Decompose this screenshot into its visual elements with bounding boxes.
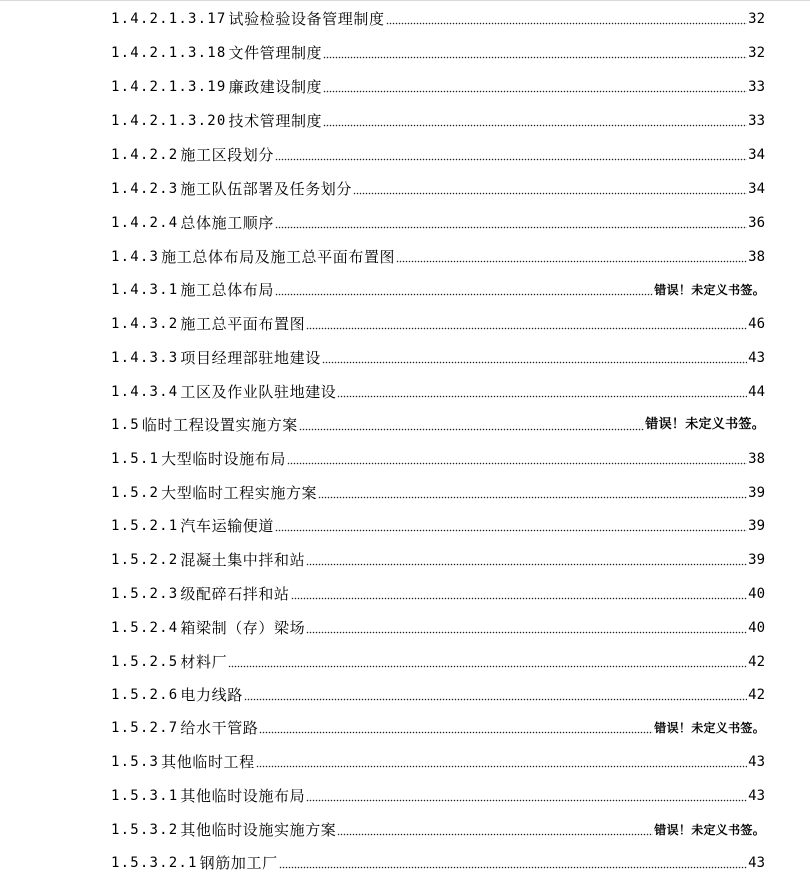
dot-leader bbox=[244, 697, 747, 701]
toc-entry-title: 施工区段划分 bbox=[180, 146, 275, 164]
toc-entry-page: 39 bbox=[748, 552, 765, 568]
bookmark-error-text: 错误！未定义书签。 bbox=[654, 283, 765, 297]
toc-entry-page: 43 bbox=[748, 754, 765, 770]
toc-entry-number: 1.5.2 bbox=[111, 485, 160, 501]
toc-entry-page: 43 bbox=[748, 350, 765, 366]
toc-entry-number: 1.5.3 bbox=[111, 754, 160, 770]
toc-entry[interactable] bbox=[111, 39, 765, 63]
dot-leader bbox=[318, 495, 747, 499]
toc-entry[interactable] bbox=[111, 748, 765, 772]
top-divider bbox=[0, 0, 810, 1]
toc-entry-title: 项目经理部驻地建设 bbox=[180, 349, 321, 367]
toc-entry-number: 1.4.2.1.3.20 bbox=[111, 113, 227, 129]
toc-entry-page: 44 bbox=[748, 384, 765, 400]
toc-entry-number: 1.5.2.4 bbox=[111, 620, 179, 636]
toc-entry-page: 32 bbox=[748, 11, 765, 27]
toc-entry-page: 34 bbox=[748, 147, 765, 163]
toc-entry-page: 42 bbox=[748, 687, 765, 703]
toc-entry-page: 32 bbox=[748, 45, 765, 61]
toc-entry[interactable] bbox=[111, 344, 765, 368]
toc-entry-title: 其他临时设施布局 bbox=[180, 787, 306, 805]
toc-entry[interactable] bbox=[111, 681, 765, 705]
dot-leader bbox=[322, 360, 747, 364]
dot-leader bbox=[323, 123, 747, 127]
toc-entry-title: 试验检验设备管理制度 bbox=[228, 10, 385, 28]
dot-leader bbox=[306, 326, 747, 330]
toc-entry-title: 技术管理制度 bbox=[228, 112, 323, 130]
toc-entry-number: 1.4.2.1.3.19 bbox=[111, 79, 227, 95]
toc-entry[interactable] bbox=[111, 209, 765, 233]
toc-entry-number: 1.4.3.2 bbox=[111, 316, 179, 332]
toc-entry-number: 1.5.3.2.1 bbox=[111, 855, 198, 871]
toc-entry-page: 40 bbox=[748, 586, 765, 602]
toc-entry-number: 1.4.2.1.3.18 bbox=[111, 45, 227, 61]
dot-leader bbox=[323, 89, 747, 93]
bookmark-error-text: 错误！未定义书签。 bbox=[654, 721, 765, 735]
toc-entry-title: 大型临时设施布局 bbox=[161, 450, 286, 468]
dot-leader bbox=[299, 427, 644, 431]
toc-entry-number: 1.4.3.4 bbox=[111, 384, 179, 400]
toc-entry-title: 箱梁制（存）梁场 bbox=[180, 619, 306, 637]
toc-entry[interactable] bbox=[111, 5, 765, 29]
toc-entry-number: 1.5.2.1 bbox=[111, 518, 179, 534]
dot-leader bbox=[256, 764, 747, 768]
toc-entry[interactable] bbox=[111, 849, 765, 873]
dot-leader bbox=[337, 394, 747, 398]
toc-entry-title: 工区及作业队驻地建设 bbox=[180, 383, 337, 401]
dot-leader bbox=[323, 55, 747, 59]
toc-entry-title: 材料厂 bbox=[180, 653, 228, 671]
toc-entry-title: 电力线路 bbox=[180, 686, 243, 704]
toc-entry-number: 1.5.2.5 bbox=[111, 654, 179, 670]
toc-entry-number: 1.4.2.2 bbox=[111, 147, 179, 163]
toc-entry[interactable] bbox=[111, 512, 765, 536]
toc-entry-number: 1.5 bbox=[111, 417, 140, 433]
toc-entry[interactable] bbox=[111, 614, 765, 638]
toc-entry-page: 40 bbox=[748, 620, 765, 636]
toc-entry-page: 39 bbox=[748, 485, 765, 501]
toc-entry-title: 大型临时工程实施方案 bbox=[161, 484, 318, 502]
toc-entry-title: 施工总体布局 bbox=[180, 281, 275, 299]
toc-entry-number: 1.5.1 bbox=[111, 451, 160, 467]
toc-entry-page: 33 bbox=[748, 79, 765, 95]
toc-entry[interactable] bbox=[111, 107, 765, 131]
toc-entry-number: 1.4.3 bbox=[111, 249, 160, 265]
toc-entry-page: 43 bbox=[748, 788, 765, 804]
toc-entry-page: 38 bbox=[748, 451, 765, 467]
dot-leader bbox=[291, 596, 748, 600]
toc-entry[interactable] bbox=[111, 580, 765, 604]
dot-leader bbox=[337, 832, 653, 836]
toc-entry-number: 1.4.3.1 bbox=[111, 282, 179, 298]
dot-leader bbox=[275, 157, 747, 161]
dot-leader bbox=[275, 528, 747, 532]
toc-entry-page: 33 bbox=[748, 113, 765, 129]
toc-entry[interactable] bbox=[111, 141, 765, 165]
toc-entry-page: 38 bbox=[748, 249, 765, 265]
toc-entry-page: 39 bbox=[748, 518, 765, 534]
toc-entry-title: 临时工程设置实施方案 bbox=[141, 416, 298, 434]
toc-entry-number: 1.5.3.1 bbox=[111, 788, 179, 804]
toc-entry[interactable] bbox=[111, 276, 765, 300]
bookmark-error-text: 错误！未定义书签。 bbox=[654, 823, 765, 837]
dot-leader bbox=[287, 461, 747, 465]
toc-entry[interactable] bbox=[111, 816, 765, 840]
toc-entry-page: 36 bbox=[748, 215, 765, 231]
toc-entry-page: 34 bbox=[748, 181, 765, 197]
dot-leader bbox=[275, 292, 653, 296]
toc-entry-title: 级配碎石拌和站 bbox=[180, 585, 290, 603]
toc-entry-title: 钢筋加工厂 bbox=[199, 854, 278, 872]
toc-entry-title: 总体施工顺序 bbox=[180, 214, 275, 232]
toc-entry[interactable] bbox=[111, 310, 765, 334]
toc-entry-number: 1.5.2.3 bbox=[111, 586, 179, 602]
toc-entry-number: 1.5.3.2 bbox=[111, 822, 179, 838]
toc-entry-number: 1.4.2.3 bbox=[111, 181, 179, 197]
toc-entry[interactable] bbox=[111, 243, 765, 267]
toc-entry[interactable] bbox=[111, 782, 765, 806]
toc-entry-title: 施工总平面布置图 bbox=[180, 315, 306, 333]
toc-entry-title: 混凝土集中拌和站 bbox=[180, 551, 306, 569]
dot-leader bbox=[279, 865, 747, 869]
toc-entry[interactable] bbox=[111, 479, 765, 503]
toc-entry-title: 给水干管路 bbox=[180, 719, 259, 737]
bookmark-error-text: 错误！未定义书签。 bbox=[645, 417, 765, 432]
toc-entry-title: 文件管理制度 bbox=[228, 44, 323, 62]
toc-entry-page: 43 bbox=[748, 855, 765, 871]
dot-leader bbox=[228, 664, 747, 668]
toc-entry[interactable] bbox=[111, 445, 765, 469]
toc-entry-number: 1.5.2.7 bbox=[111, 720, 179, 736]
toc-entry-number: 1.5.2.2 bbox=[111, 552, 179, 568]
dot-leader bbox=[306, 630, 747, 634]
toc-entry-title: 施工队伍部署及任务划分 bbox=[180, 180, 353, 198]
dot-leader bbox=[259, 730, 653, 734]
dot-leader bbox=[353, 191, 747, 195]
toc-entry[interactable] bbox=[111, 73, 765, 97]
toc-entry[interactable] bbox=[111, 714, 765, 738]
toc-entry-number: 1.4.2.1.3.17 bbox=[111, 11, 227, 27]
toc-entry[interactable] bbox=[111, 175, 765, 199]
dot-leader bbox=[386, 21, 748, 25]
toc-entry-number: 1.4.2.4 bbox=[111, 215, 179, 231]
toc-entry-title: 汽车运输便道 bbox=[180, 517, 275, 535]
toc-entry-page: 46 bbox=[748, 316, 765, 332]
dot-leader bbox=[396, 259, 747, 263]
dot-leader bbox=[306, 798, 747, 802]
toc-entry[interactable] bbox=[111, 378, 765, 402]
toc-entry[interactable] bbox=[111, 546, 765, 570]
toc-entry-title: 施工总体布局及施工总平面布置图 bbox=[161, 248, 396, 266]
toc-entry-page: 42 bbox=[748, 654, 765, 670]
dot-leader bbox=[306, 562, 747, 566]
toc-entry[interactable] bbox=[111, 648, 765, 672]
toc-entry[interactable] bbox=[111, 411, 765, 435]
toc-entry-title: 其他临时设施实施方案 bbox=[180, 821, 337, 839]
dot-leader bbox=[275, 225, 747, 229]
toc-entry-title: 廉政建设制度 bbox=[228, 78, 323, 96]
toc-entry-number: 1.5.2.6 bbox=[111, 687, 179, 703]
toc-entry-number: 1.4.3.3 bbox=[111, 350, 179, 366]
toc-entry-title: 其他临时工程 bbox=[161, 753, 255, 771]
